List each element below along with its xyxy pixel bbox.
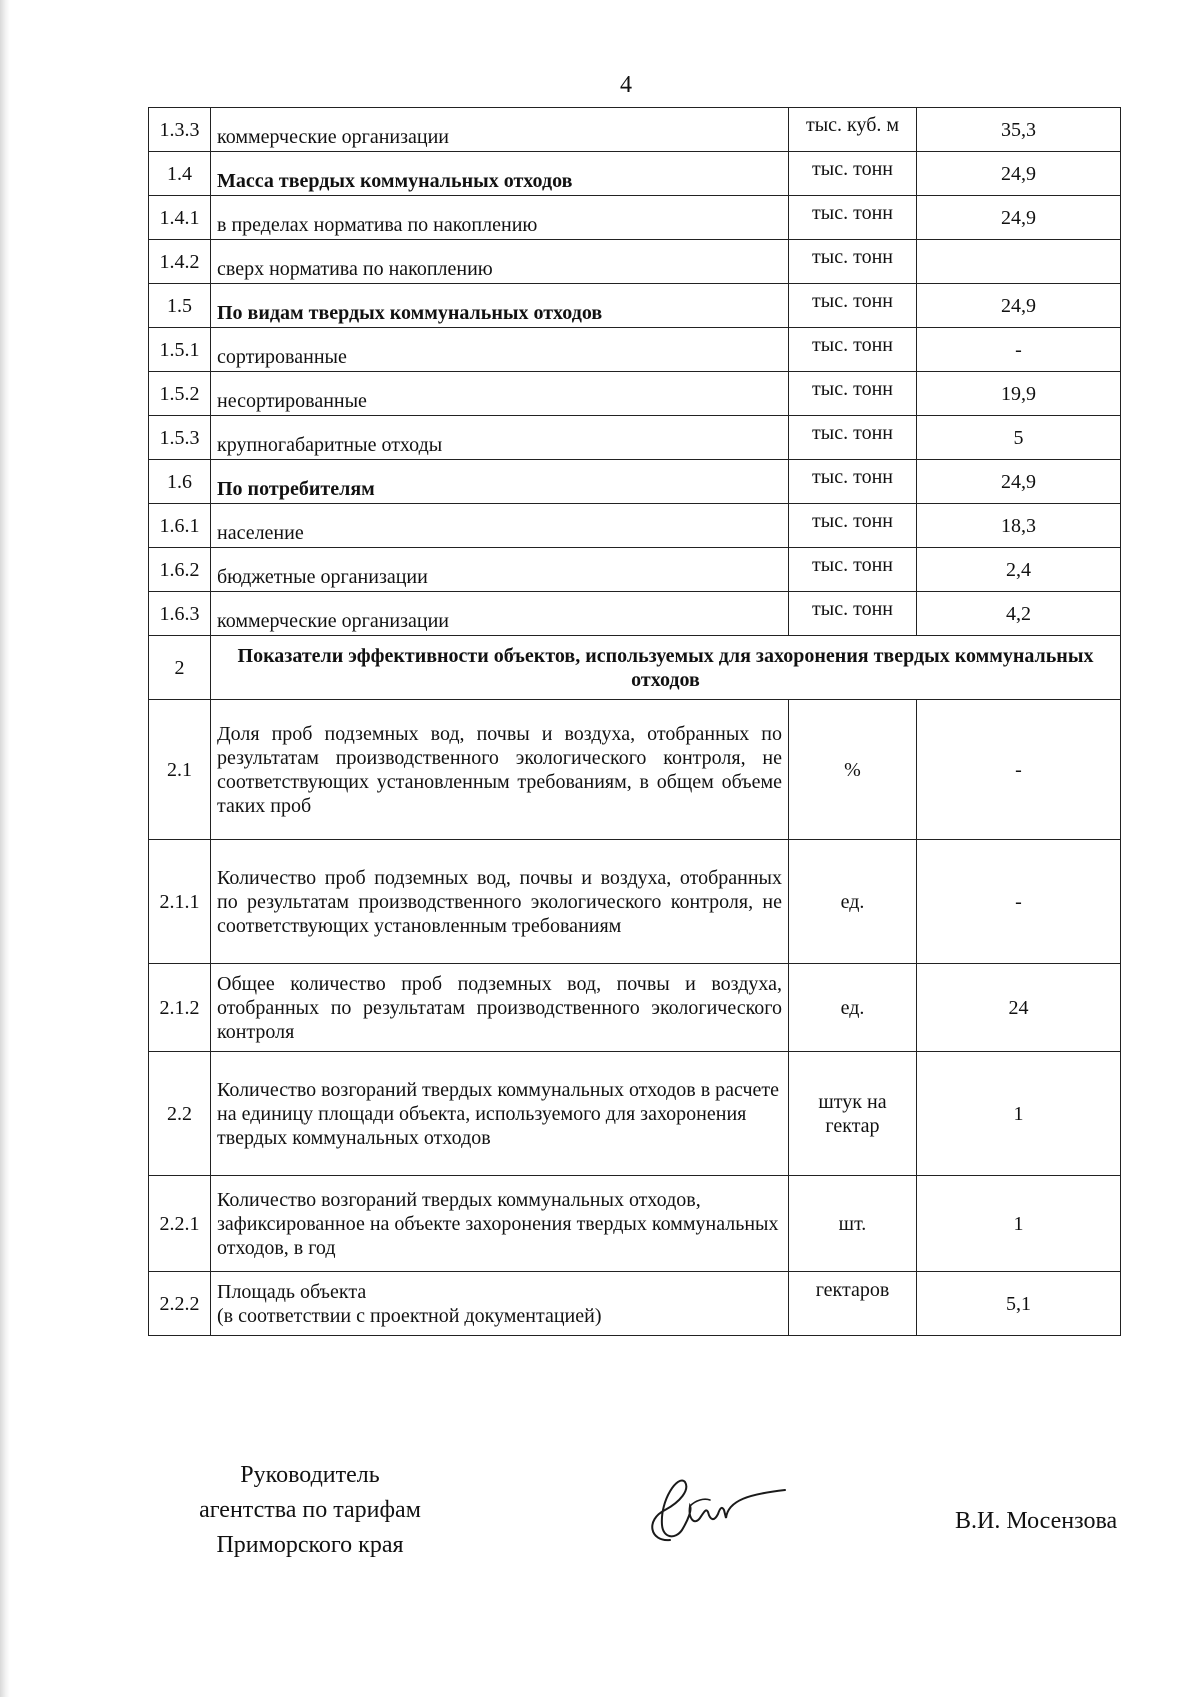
row-value: -	[917, 840, 1121, 964]
row-value: 19,9	[917, 372, 1121, 416]
row-name: несортированные	[211, 372, 789, 416]
row-number: 1.4.1	[149, 196, 211, 240]
row-value: -	[917, 700, 1121, 840]
table-row	[149, 328, 1121, 372]
row-name: население	[211, 504, 789, 548]
table-row	[149, 964, 1121, 1052]
table-row	[149, 592, 1121, 636]
row-number: 2.2	[149, 1052, 211, 1176]
row-name: Общее количество проб подземных вод, почвы и воздуха, отобранных по результатам производственного экологического контроля	[211, 964, 789, 1052]
row-number: 1.6.3	[149, 592, 211, 636]
row-value: 24	[917, 964, 1121, 1052]
row-number: 1.6.1	[149, 504, 211, 548]
row-value: 24,9	[917, 152, 1121, 196]
row-value: 5,1	[917, 1272, 1121, 1336]
row-number: 2.1	[149, 700, 211, 840]
row-name: Масса твердых коммунальных отходов	[211, 152, 789, 196]
row-number: 1.3.3	[149, 108, 211, 152]
table-row	[149, 504, 1121, 548]
row-value	[917, 240, 1121, 284]
row-unit: тыс. тонн	[789, 416, 917, 460]
table-row	[149, 372, 1121, 416]
signature-stroke	[690, 1499, 710, 1506]
row-number: 1.4	[149, 152, 211, 196]
row-number: 2.1.1	[149, 840, 211, 964]
row-unit: ед.	[789, 964, 917, 1052]
section-header-row	[149, 636, 1121, 700]
table-row	[149, 416, 1121, 460]
row-name: Количество возгораний твердых коммунальных отходов в расчете на единицу площади объекта, используемого для захоронения твердых коммунальных отходов	[211, 1052, 789, 1176]
signature-stroke	[652, 1481, 785, 1541]
row-number: 1.6.2	[149, 548, 211, 592]
row-name: Количество проб подземных вод, почвы и воздуха, отобранных по результатам производственного экологического контроля, не соответствующих установленным требованиям	[211, 840, 789, 964]
table-row	[149, 108, 1121, 152]
row-name: Площадь объекта (в соответствии с проектной документацией)	[211, 1272, 789, 1336]
table-row	[149, 1272, 1121, 1336]
row-unit: %	[789, 700, 917, 840]
signatory-title-line: Приморского края	[216, 1531, 404, 1558]
table-row	[149, 700, 1121, 840]
row-number: 1.5.2	[149, 372, 211, 416]
row-name: По видам твердых коммунальных отходов	[211, 284, 789, 328]
row-unit: тыс. куб. м	[789, 108, 917, 152]
row-unit: штук на гектар	[789, 1052, 917, 1176]
scan-edge	[0, 0, 10, 1697]
row-unit: тыс. тонн	[789, 592, 917, 636]
row-name: сверх норматива по накоплению	[211, 240, 789, 284]
row-value: 24,9	[917, 460, 1121, 504]
row-unit: тыс. тонн	[789, 548, 917, 592]
indicators-table	[148, 107, 1121, 1336]
row-number: 1.6	[149, 460, 211, 504]
table-row	[149, 840, 1121, 964]
row-unit: тыс. тонн	[789, 240, 917, 284]
row-value: 35,3	[917, 108, 1121, 152]
row-number: 1.5.3	[149, 416, 211, 460]
table-row	[149, 1052, 1121, 1176]
table-row	[149, 240, 1121, 284]
row-unit: шт.	[789, 1176, 917, 1272]
row-name: Количество возгораний твердых коммунальных отходов, зафиксированное на объекте захоронения твердых коммунальных отходов, в год	[211, 1176, 789, 1272]
table-row	[149, 460, 1121, 504]
row-name: сортированные	[211, 328, 789, 372]
row-value: 1	[917, 1052, 1121, 1176]
signatory-title-line: Руководитель	[240, 1462, 380, 1488]
row-number: 1.5.1	[149, 328, 211, 372]
page-number: 4	[620, 72, 632, 98]
table-row	[149, 548, 1121, 592]
row-number: 1.5	[149, 284, 211, 328]
signatory-title	[160, 1458, 460, 1562]
row-value: 1	[917, 1176, 1121, 1272]
row-unit: ед.	[789, 840, 917, 964]
row-number: 2.2.1	[149, 1176, 211, 1272]
row-unit: тыс. тонн	[789, 152, 917, 196]
row-number: 2.2.2	[149, 1272, 211, 1336]
table-row	[149, 1176, 1121, 1272]
row-name: коммерческие организации	[211, 108, 789, 152]
row-value: 2,4	[917, 548, 1121, 592]
row-name: Доля проб подземных вод, почвы и воздуха, отобранных по результатам производственного экологического контроля, не соответствующих установленным требованиям, в общем объеме таких проб	[211, 700, 789, 840]
row-unit: тыс. тонн	[789, 372, 917, 416]
row-value: 5	[917, 416, 1121, 460]
row-name: крупногабаритные отходы	[211, 416, 789, 460]
row-unit: тыс. тонн	[789, 284, 917, 328]
row-unit: тыс. тонн	[789, 328, 917, 372]
row-name: коммерческие организации	[211, 592, 789, 636]
row-unit: тыс. тонн	[789, 460, 917, 504]
row-number: 1.4.2	[149, 240, 211, 284]
row-value: 18,3	[917, 504, 1121, 548]
section-title: Показатели эффективности объектов, используемых для захоронения твердых коммунальных отходов	[211, 636, 1121, 700]
signatory-title-line: агентства по тарифам	[199, 1496, 421, 1523]
handwritten-signature	[630, 1470, 790, 1550]
row-number: 2.1.2	[149, 964, 211, 1052]
row-name: бюджетные организации	[211, 548, 789, 592]
signer-name: В.И. Мосензова	[955, 1508, 1118, 1534]
row-name: По потребителям	[211, 460, 789, 504]
row-name: в пределах норматива по накоплению	[211, 196, 789, 240]
row-unit: гектаров	[789, 1272, 917, 1336]
table-row	[149, 284, 1121, 328]
row-value: 24,9	[917, 196, 1121, 240]
row-unit: тыс. тонн	[789, 504, 917, 548]
row-value: 4,2	[917, 592, 1121, 636]
row-value: 24,9	[917, 284, 1121, 328]
section-number: 2	[149, 636, 211, 700]
row-value: -	[917, 328, 1121, 372]
table-row	[149, 152, 1121, 196]
table-row	[149, 196, 1121, 240]
row-unit: тыс. тонн	[789, 196, 917, 240]
